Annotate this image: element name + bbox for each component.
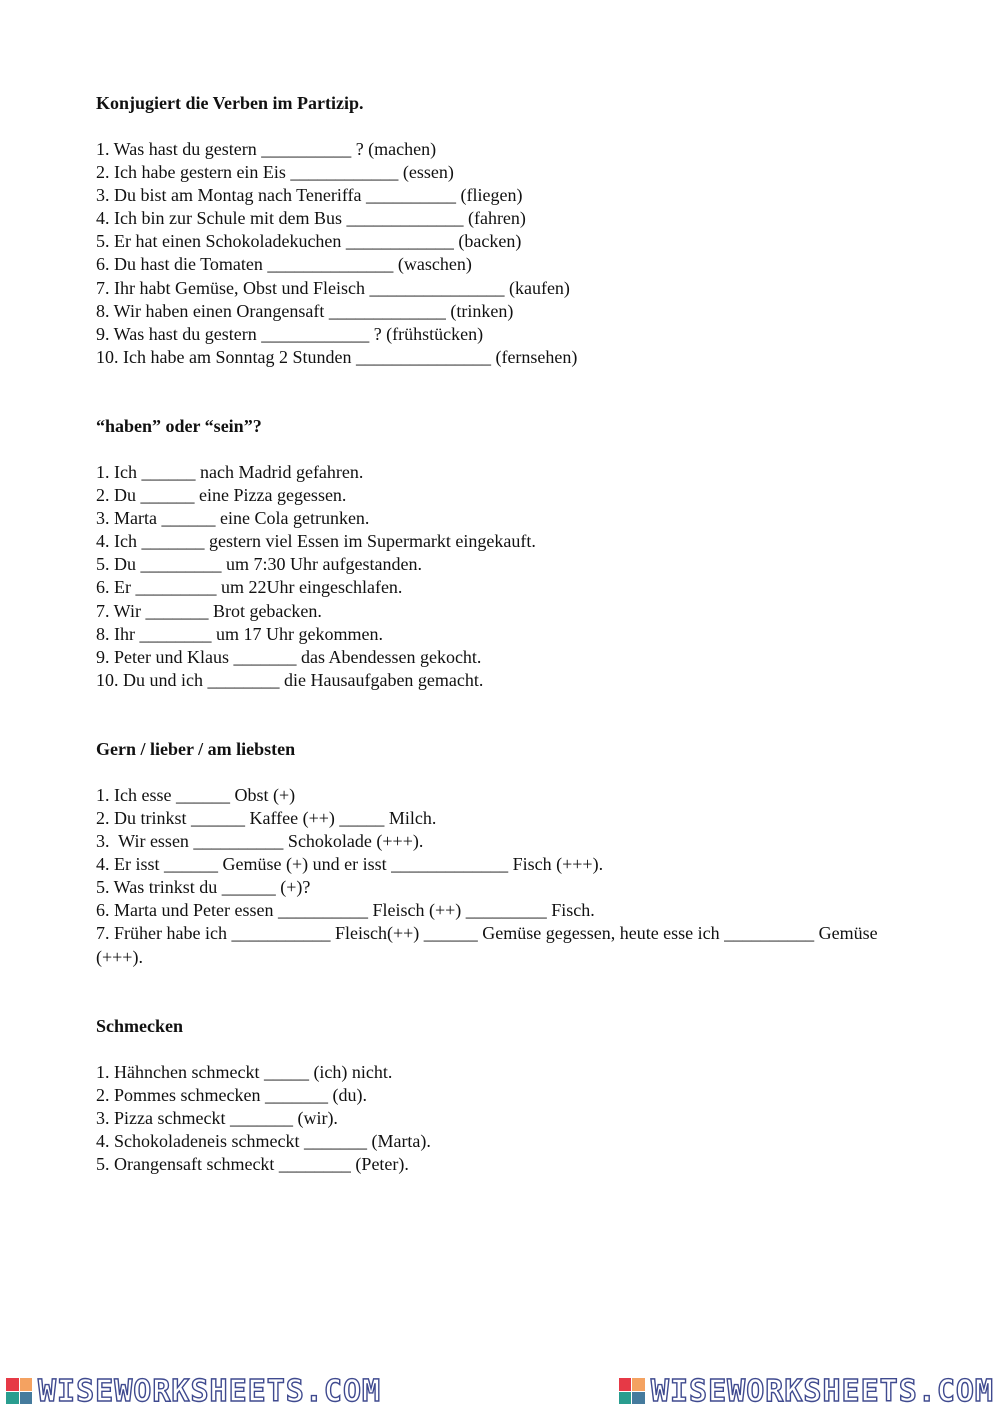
brand-watermark	[6, 1374, 381, 1409]
exercise-line: 6. Du hast die Tomaten ______________ (waschen)	[96, 254, 472, 275]
brand-logo-icon	[6, 1378, 32, 1404]
exercise-list	[96, 138, 926, 369]
section-heading: Gern / lieber / am liebsten	[96, 738, 296, 759]
exercise-line: 1. Was hast du gestern __________ ? (machen)	[96, 139, 437, 159]
exercise-line: 7. Früher habe ich ___________ Fleisch(++) ______ Gemüse gegessen, heute esse ich __________ Gemüse (+++).	[96, 923, 883, 967]
worksheet	[96, 92, 926, 1176]
exercise-line: 3. Pizza schmeckt _______ (wir).	[96, 1107, 338, 1128]
exercise-line: 5. Was trinkst du ______ (+)?	[96, 877, 311, 898]
watermark-footer	[0, 1375, 1000, 1407]
exercise-line: 2. Ich habe gestern ein Eis ____________ (essen)	[96, 162, 454, 183]
section-heading: Konjugiert die Verben im Partizip.	[96, 93, 364, 113]
exercise-line: 4. Er isst ______ Gemüse (+) und er isst _____________ Fisch (+++).	[96, 854, 604, 875]
brand-logo-icon	[619, 1378, 645, 1404]
exercise-list	[96, 461, 926, 692]
section-schmecken	[96, 1015, 926, 1176]
exercise-line: 3. Marta ______ eine Cola getrunken.	[96, 508, 370, 529]
exercise-line: 4. Ich bin zur Schule mit dem Bus _____________ (fahren)	[96, 208, 526, 229]
exercise-line: 1. Hähnchen schmeckt _____ (ich) nicht.	[96, 1061, 393, 1082]
exercise-line: 4. Ich _______ gestern viel Essen im Supermarkt eingekauft.	[96, 531, 536, 552]
exercise-line: 8. Ihr ________ um 17 Uhr gekommen.	[96, 623, 383, 644]
exercise-line: 2. Du ______ eine Pizza gegessen.	[96, 485, 347, 506]
exercise-line: 7. Wir _______ Brot gebacken.	[96, 600, 322, 621]
exercise-line: 10. Du und ich ________ die Hausaufgaben gemacht.	[96, 669, 484, 690]
section-heading: Schmecken	[96, 1015, 183, 1036]
section-haben-sein	[96, 415, 926, 692]
exercise-line: 10. Ich habe am Sonntag 2 Stunden _______________ (fernsehen)	[96, 346, 578, 367]
exercise-line: 2. Pommes schmecken _______ (du).	[96, 1084, 367, 1105]
exercise-line: 1. Ich ______ nach Madrid gefahren.	[96, 461, 364, 482]
exercise-line: 5. Orangensaft schmeckt ________ (Peter).	[96, 1154, 409, 1174]
exercise-line: 6. Marta und Peter essen __________ Fleisch (++) _________ Fisch.	[96, 900, 595, 921]
exercise-list	[96, 1061, 926, 1176]
exercise-line: 9. Peter und Klaus _______ das Abendessen gekocht.	[96, 646, 482, 667]
exercise-line: 5. Er hat einen Schokoladekuchen ____________ (backen)	[96, 231, 522, 252]
exercise-line: 8. Wir haben einen Orangensaft _____________ (trinken)	[96, 300, 514, 321]
brand-text: WISEWORKSHEETS.COM	[650, 1373, 994, 1409]
exercise-line: 1. Ich esse ______ Obst (+)	[96, 784, 296, 805]
exercise-line: 2. Du trinkst ______ Kaffee (++) _____ Milch.	[96, 807, 437, 828]
exercise-line: 3. Du bist am Montag nach Teneriffa __________ (fliegen)	[96, 185, 523, 206]
brand-watermark	[619, 1374, 994, 1409]
section-partizip	[96, 92, 926, 369]
section-gern-lieber	[96, 738, 926, 969]
exercise-line: 4. Schokoladeneis schmeckt _______ (Marta).	[96, 1130, 431, 1151]
brand-text: WISEWORKSHEETS.COM	[38, 1373, 382, 1409]
exercise-line: 9. Was hast du gestern ____________ ? (frühstücken)	[96, 323, 484, 344]
exercise-line: 3. Wir essen __________ Schokolade (+++).	[96, 831, 424, 852]
exercise-line: 7. Ihr habt Gemüse, Obst und Fleisch _______________ (kaufen)	[96, 277, 570, 298]
exercise-line: 6. Er _________ um 22Uhr eingeschlafen.	[96, 577, 403, 598]
exercise-line: 5. Du _________ um 7:30 Uhr aufgestanden.	[96, 554, 422, 575]
section-heading: “haben” oder “sein”?	[96, 415, 262, 436]
exercise-list	[96, 784, 926, 969]
